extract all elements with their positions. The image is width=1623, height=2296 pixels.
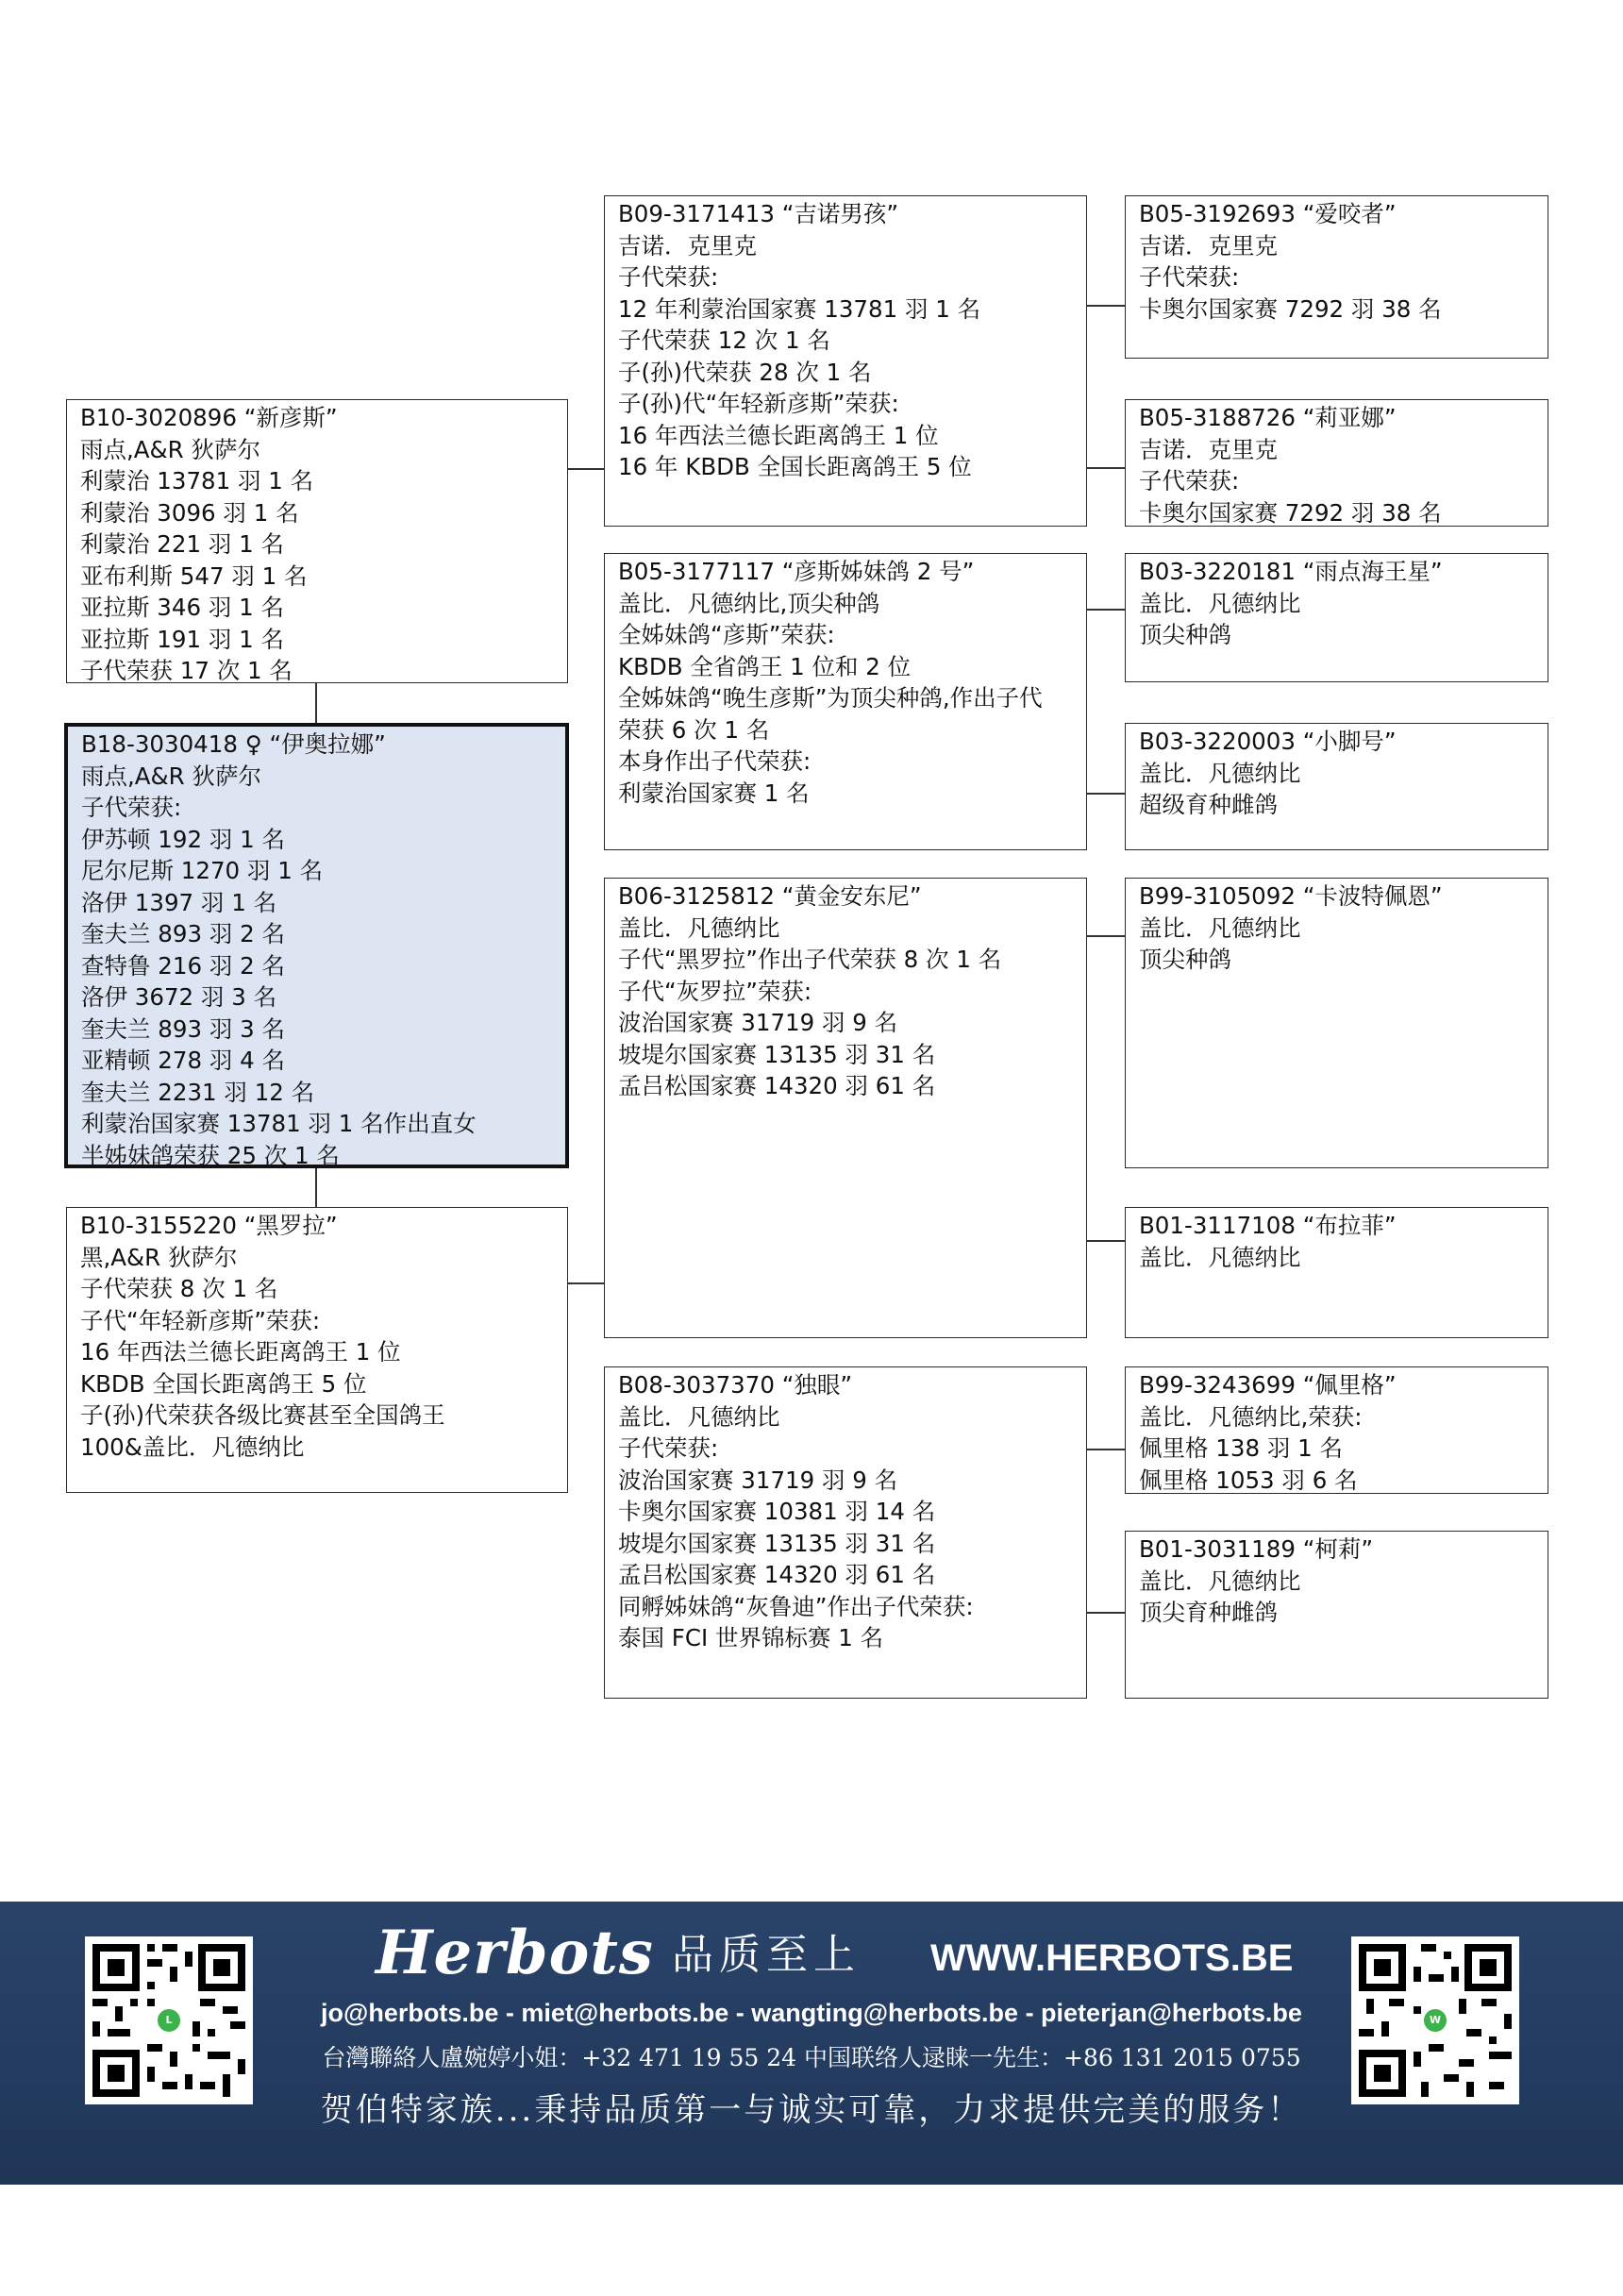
pigeon-name-line: B10-3020896 “新彦斯” [80,404,338,431]
pigeon-name-line: B10-3155220 “黑罗拉” [80,1212,338,1239]
pedigree-text-line: 子代荣获: [618,263,719,291]
pigeon-name-line: B18-3030418 ♀ “伊奥拉娜” [81,730,386,758]
pedigree-text-line: 伊苏顿 192 羽 1 名 [81,825,286,853]
pedigree-text-line: KBDB 全国长距离鸽王 5 位 [80,1369,367,1398]
pedigree-text-line: 利蒙治 3096 羽 1 名 [80,498,299,527]
connector [1087,1612,1125,1614]
pedigree-text-line: 子代荣获: [618,1434,719,1462]
pedigree-text-line: 半姊妹鸽荣获 25 次 1 名 [81,1141,340,1169]
pedigree-text-line: 盖比．凡德纳比 [1139,589,1301,617]
pedigree-text-line: 孟吕松国家赛 14320 羽 61 名 [618,1561,936,1588]
pedigree-text-line: 子代“黑罗拉”作出子代荣获 8 次 1 名 [618,946,1002,973]
pedigree-text-line: 奎夫兰 893 羽 3 名 [81,1014,286,1043]
sd-dam-box [1125,723,1548,850]
pedigree-text-line: 顶尖育种雌鸽 [1139,1599,1278,1626]
contact-phones: 台灣聯絡人盧婉婷小姐：+32 471 19 55 24 中国联络人逯睐一先生：+86 131 2015 0755 [322,2044,1301,2071]
connector [315,1168,317,1207]
pedigree-text-line: 100&盖比．凡德纳比 [80,1433,305,1461]
pedigree-text-line: 亚拉斯 346 羽 1 名 [80,594,285,621]
subject-box [64,723,569,1168]
pedigree-text-line: 12 年利蒙治国家赛 13781 羽 1 名 [618,294,981,323]
ss-sire-box [1125,195,1548,359]
pedigree-text-line: 16 年西法兰德长距离鸽王 1 位 [618,421,939,449]
pedigree-text-line: 坡堤尔国家赛 13135 羽 31 名 [618,1529,936,1557]
pigeon-name-line: B06-3125812 “黄金安东尼” [618,882,922,910]
pedigree-text-line: 查特鲁 216 羽 2 名 [81,951,286,980]
pedigree-text-line: 子代“年轻新彦斯”荣获: [80,1306,321,1334]
pigeon-name-line: B08-3037370 “独眼” [618,1371,853,1399]
pedigree-text-line: 盖比．凡德纳比 [618,1402,780,1431]
wechat-icon: W [1421,2006,1449,2035]
pedigree-text-line: 洛伊 3672 羽 3 名 [81,983,277,1011]
pedigree-text-line: 泰国 FCI 世界锦标赛 1 名 [618,1624,884,1651]
pedigree-text-line: 子代荣获: [81,794,182,821]
pedigree-text-line: 16 年 KBDB 全国长距离鸽王 5 位 [618,453,972,480]
pedigree-text-line: 佩里格 138 羽 1 名 [1139,1434,1344,1462]
connector [1087,935,1125,937]
pedigree-text-line: 子代荣获: [1139,467,1240,494]
pedigree-text-line: 盖比．凡德纳比,顶尖种鸽 [618,589,880,617]
line-icon: L [155,2006,183,2035]
pedigree-text-line: 奎夫兰 893 羽 2 名 [81,920,286,947]
pedigree-text-line: 亚布利斯 547 羽 1 名 [80,561,308,590]
pedigree-text-line: 全姊妹鸽“彦斯”荣获: [618,621,835,648]
pigeon-name-line: B05-3188726 “莉亚娜” [1139,404,1397,431]
sire-dam-box [604,553,1087,850]
connector [315,683,317,723]
pedigree-text-line: 黑,A&R 狄萨尔 [80,1243,238,1271]
pedigree-text-line: 尼尔尼斯 1270 羽 1 名 [81,857,324,884]
pigeon-name-line: B03-3220003 “小脚号” [1139,728,1397,755]
dam-box [66,1207,568,1493]
connector [1087,609,1125,611]
email-list[interactable]: jo@herbots.be - miet@herbots.be - wangting@herbots.be - pieterjan@herbots.be [321,1999,1302,2027]
pedigree-text-line: 吉诺．克里克 [1139,435,1278,463]
pedigree-text-line: 顶尖种鸽 [1139,946,1231,973]
pigeon-name-line: B05-3177117 “彦斯姊妹鸽 2 号” [618,558,975,585]
pedigree-text-line: 卡奥尔国家赛 7292 羽 38 名 [1139,294,1442,323]
connector [1087,305,1125,307]
pedigree-text-line: 利蒙治 13781 羽 1 名 [80,467,314,494]
pedigree-text-line: 坡堤尔国家赛 13135 羽 31 名 [618,1040,936,1068]
pedigree-text-line: 波治国家赛 31719 羽 9 名 [618,1466,898,1494]
pigeon-name-line: B99-3105092 “卡波特佩恩” [1139,882,1443,910]
pedigree-text-line: 盖比．凡德纳比,荣获: [1139,1402,1363,1431]
brand-logo: Herbots [376,1918,654,1988]
pedigree-text-line: 荣获 6 次 1 名 [618,715,770,744]
pedigree-text-line: 盖比．凡德纳比 [1139,913,1301,942]
pigeon-name-line: B01-3031189 “柯莉” [1139,1535,1374,1563]
dd-dam-box [1125,1531,1548,1699]
pigeon-name-line: B09-3171413 “吉诺男孩” [618,200,899,227]
connector [1087,1449,1125,1450]
pedigree-text-line: 利蒙治国家赛 13781 羽 1 名作出直女 [81,1110,477,1137]
dam-dam-box [604,1366,1087,1699]
connector [566,468,604,470]
ss-dam-box [1125,399,1548,527]
pedigree-text-line: 子(孙)代“年轻新彦斯”荣获: [618,390,899,417]
pedigree-text-line: 佩里格 1053 羽 6 名 [1139,1466,1358,1494]
slogan: 品质至上 [672,1931,861,1979]
pedigree-text-line: 卡奥尔国家赛 7292 羽 38 名 [1139,498,1442,527]
pedigree-text-line: 盖比．凡德纳比 [1139,1243,1301,1271]
pedigree-text-line: 子(孙)代荣获 28 次 1 名 [618,358,872,386]
pedigree-text-line: 盖比．凡德纳比 [1139,1567,1301,1595]
pedigree-text-line: 子代“灰罗拉”荣获: [618,977,812,1005]
pedigree-text-line: 奎夫兰 2231 羽 12 名 [81,1078,315,1106]
tagline: 贺伯特家族...秉持品质第一与诚实可靠，力求提供完美的服务！ [320,2091,1303,2129]
pedigree-text-line: 吉诺．克里克 [618,231,757,260]
connector [1087,793,1125,795]
pedigree-text-line: 亚拉斯 191 羽 1 名 [80,625,285,653]
sire-box [66,399,568,683]
pedigree-text-line: 本身作出子代荣获: [618,747,812,775]
pedigree-text-line: 孟吕松国家赛 14320 羽 61 名 [618,1072,936,1099]
pedigree-text-line: 子代荣获 17 次 1 名 [80,657,293,684]
connector [1087,1240,1125,1242]
pedigree-text-line: 盖比．凡德纳比 [618,913,780,942]
pigeon-name-line: B01-3117108 “布拉菲” [1139,1212,1397,1239]
pedigree-text-line: 利蒙治国家赛 1 名 [618,779,810,807]
sd-sire-box [1125,553,1548,682]
dd-sire-box [1125,1366,1548,1494]
pedigree-text-line: 波治国家赛 31719 羽 9 名 [618,1009,898,1036]
pedigree-text-line: 洛伊 1397 羽 1 名 [81,888,277,916]
dam-sire-box [604,878,1087,1338]
pedigree-text-line: 盖比．凡德纳比 [1139,759,1301,787]
pedigree-text-line: 子代荣获: [1139,263,1240,291]
pedigree-text-line: 子(孙)代荣获各级比赛甚至全国鸽王 [80,1401,445,1429]
pedigree-text-line: 同孵姊妹鸽“灰鲁迪”作出子代荣获: [618,1592,974,1620]
pedigree-text-line: 吉诺．克里克 [1139,231,1278,260]
pedigree-text-line: 子代荣获 12 次 1 名 [618,327,830,354]
pigeon-name-line: B99-3243699 “佩里格” [1139,1371,1397,1399]
pedigree-text-line: 超级育种雌鸽 [1139,791,1278,818]
pedigree-text-line: 卡奥尔国家赛 10381 羽 14 名 [618,1498,936,1525]
pedigree-text-line: 16 年西法兰德长距离鸽王 1 位 [80,1338,401,1366]
pedigree-text-line: KBDB 全省鸽王 1 位和 2 位 [618,652,912,680]
pigeon-name-line: B03-3220181 “雨点海王星” [1139,558,1443,585]
pedigree-text-line: 顶尖种鸽 [1139,621,1231,648]
pedigree-text-line: 子代荣获 8 次 1 名 [80,1275,278,1302]
pedigree-text-line: 利蒙治 221 羽 1 名 [80,530,285,558]
pedigree-text-line: 全姊妹鸽“晚生彦斯”为顶尖种鸽,作出子代 [618,684,1043,712]
connector [1087,467,1125,469]
website-link[interactable]: WWW.HERBOTS.BE [930,1937,1294,1979]
pigeon-name-line: B05-3192693 “爱咬者” [1139,200,1397,227]
connector [566,1282,604,1284]
pedigree-text-line: 亚精顿 278 羽 4 名 [81,1047,286,1074]
ds-dam-box [1125,1207,1548,1338]
sire-sire-box [604,195,1087,527]
pedigree-text-line: 雨点,A&R 狄萨尔 [80,435,260,463]
pedigree-text-line: 雨点,A&R 狄萨尔 [81,762,261,790]
ds-sire-box [1125,878,1548,1168]
